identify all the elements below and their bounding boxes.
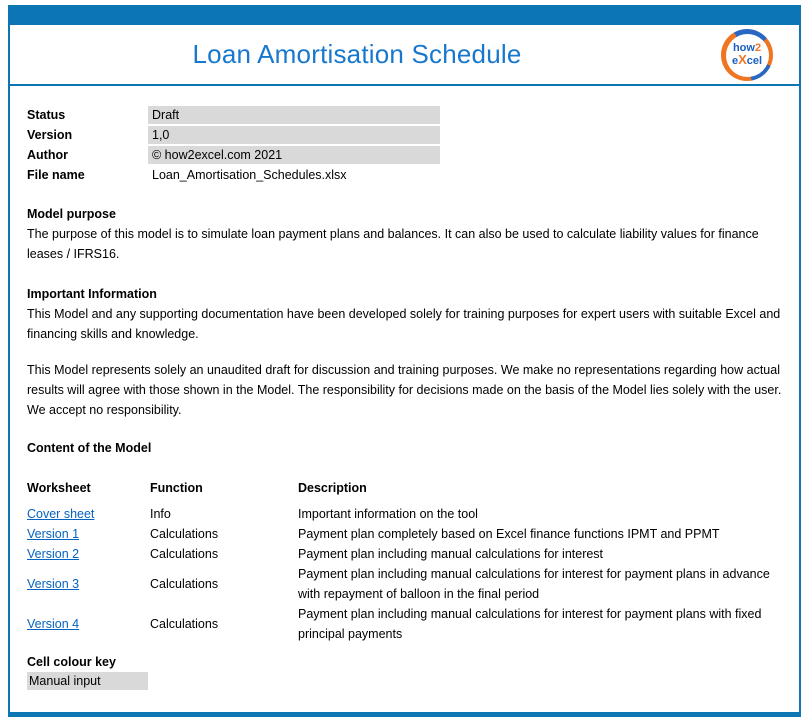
logo-line-1: how2: [732, 42, 762, 54]
top-accent-bar: [10, 5, 799, 25]
description-cell: Payment plan completely based on Excel finance functions IPMT and PPMT: [298, 527, 720, 541]
version-2-link[interactable]: Version 2: [27, 547, 80, 561]
table-row-version-2: [27, 544, 787, 564]
worksheet-table-header: [27, 478, 787, 498]
important-information-heading: Important Information: [27, 287, 157, 301]
filename-value: Loan_Amortisation_Schedules.xlsx: [152, 168, 347, 182]
status-value-cell[interactable]: Draft: [148, 106, 440, 124]
worksheet-table-body: [27, 504, 787, 644]
author-value-cell[interactable]: © how2excel.com 2021: [148, 146, 440, 164]
function-cell: Calculations: [150, 577, 219, 591]
author-label: Author: [27, 148, 68, 162]
table-row-version-1: [27, 524, 787, 544]
meta-row-author: [27, 146, 787, 166]
description-cell: Payment plan including manual calculations for interest for payment plans with fixed principal payments: [298, 607, 762, 641]
version-label: Version: [27, 128, 73, 142]
function-cell: Calculations: [150, 547, 219, 561]
header: [10, 25, 799, 86]
logo-line-2: eXcel: [731, 52, 763, 67]
sheet-content: [10, 106, 799, 690]
filename-label: File name: [27, 168, 85, 182]
cell-colour-key-heading: Cell colour key: [27, 655, 116, 669]
meta-row-filename: [27, 166, 787, 186]
description-cell: Payment plan including manual calculations for interest for payment plans in advance with repayment of balloon in the final period: [298, 567, 770, 601]
description-cell: Important information on the tool: [298, 507, 478, 521]
version-3-link[interactable]: Version 3: [27, 577, 80, 591]
page-title: Loan Amortisation Schedule: [192, 39, 522, 69]
version-value-cell[interactable]: 1,0: [148, 126, 440, 144]
column-header-worksheet: Worksheet: [27, 481, 91, 495]
column-header-description: Description: [298, 481, 367, 495]
meta-row-status: [27, 106, 787, 126]
meta-row-version: [27, 126, 787, 146]
important-information-paragraph-2: This Model represents solely an unaudited draft for discussion and training purposes. We make no representations regarding how actual results will agree with those shown in the Model. The responsibility for decisions made on the basis of the Model lies solely with the user. We accept no responsibility.: [27, 363, 782, 417]
cover-sheet-link[interactable]: Cover sheet: [27, 507, 95, 521]
model-purpose-heading: Model purpose: [27, 207, 116, 221]
important-information-paragraph-1: This Model and any supporting documentation have been developed solely for training purposes for expert users with suitable Excel and financing skills and knowledge.: [27, 307, 781, 341]
function-cell: Calculations: [150, 527, 219, 541]
table-row-version-3: [27, 564, 787, 604]
function-cell: Info: [150, 507, 171, 521]
how2excel-logo-icon: [721, 29, 773, 81]
version-1-link[interactable]: Version 1: [27, 527, 80, 541]
table-row-version-4: [27, 604, 787, 644]
version-4-link[interactable]: Version 4: [27, 617, 80, 631]
column-header-function: Function: [150, 481, 203, 495]
description-cell: Payment plan including manual calculations for interest: [298, 547, 604, 561]
status-label: Status: [27, 108, 66, 122]
function-cell: Calculations: [150, 617, 219, 631]
page-frame: [8, 5, 801, 717]
meta-block: [27, 106, 787, 186]
model-purpose-text: The purpose of this model is to simulate loan payment plans and balances. It can also be used to calculate liability values for finance leases / IFRS16.: [27, 227, 759, 261]
content-of-model-heading: Content of the Model: [27, 441, 152, 455]
how2excel-logo-text: [726, 34, 769, 77]
manual-input-key-swatch: Manual input: [27, 672, 148, 690]
table-row-cover-sheet: [27, 504, 787, 524]
